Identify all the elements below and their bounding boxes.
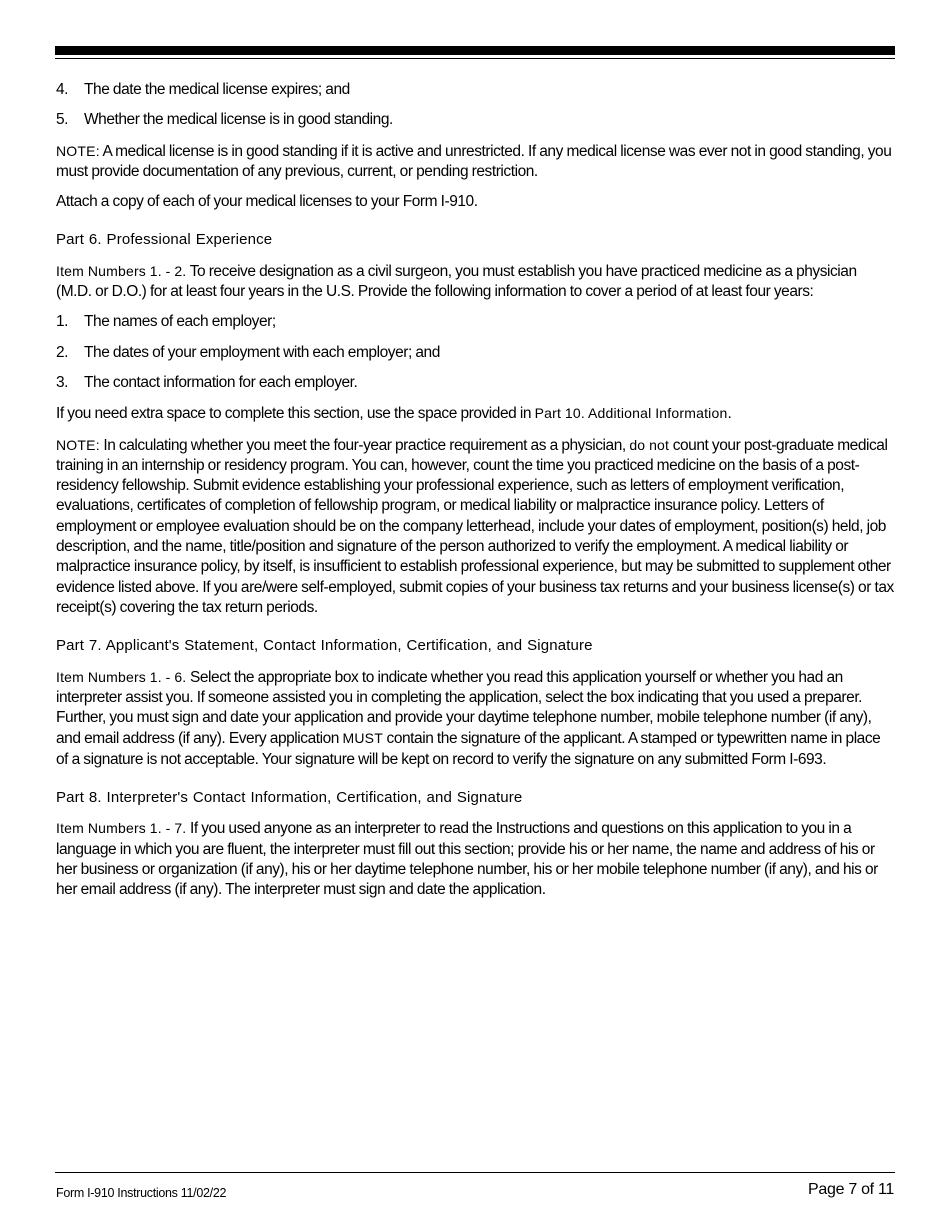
list-item: [56, 110, 894, 130]
list-item-number: 1.: [56, 313, 69, 331]
note-label: NOTE:: [56, 436, 100, 453]
note-label: NOTE:: [56, 142, 100, 159]
part8-body: If you used anyone as an interpreter to read the Instructions and questions on this application to you in a language in which you are fluent, the interpreter must fill out this section; provide his or her name, the name and address of his or her business or organization (if any), his or her daytime telephone number, his or her mobile telephone number (if any), and his or her email address (if any). The interpreter must sign and date the application.: [56, 820, 878, 899]
part7-text-start: Select the appropriate box to indicate whether you read this application yourself or whether you had an interpreter assist you. If someone assisted you in completing the application, select the box indicating that you used a preparer. Further, you must sign and date your application and provide your daytime telephone number, mobile telephone number (if any), and email address (if any). Every application: [56, 668, 872, 748]
list-item-number: 3.: [56, 373, 69, 391]
extra-space-instruction: [56, 403, 894, 424]
list-item: [56, 312, 894, 332]
list-item-number: 2.: [56, 343, 69, 361]
note-emphasis: do not: [629, 436, 670, 453]
must-emphasis: MUST: [342, 730, 383, 747]
list-item-text: Whether the medical license is in good standing.: [84, 111, 393, 129]
part6-intro: [56, 261, 894, 303]
item-numbers-label: Item Numbers 1. - 7.: [56, 820, 187, 837]
extra-space-text: If you need extra space to complete this section, use the space provided in: [56, 405, 532, 423]
note-text-start: In calculating whether you meet the four-year practice requirement as a physician,: [103, 436, 626, 454]
list-item-text: The names of each employer;: [84, 313, 276, 331]
item-numbers-label: Item Numbers 1. - 6.: [56, 668, 187, 685]
license-note: [56, 141, 894, 183]
part10-reference: Part 10. Additional Information: [534, 405, 728, 422]
experience-note: [56, 435, 894, 619]
part7-text: [56, 667, 894, 770]
form-identifier: Form I-910 Instructions 11/02/22: [56, 1186, 227, 1200]
part7-heading: Part 7. Applicant's Statement, Contact Information, Certification, and Signature: [56, 637, 593, 655]
list-item-number: 5.: [56, 111, 69, 129]
page-number: Page 7 of 11: [808, 1181, 894, 1198]
part8-text: [56, 818, 894, 900]
list-item: [56, 373, 894, 393]
list-item-text: The dates of your employment with each employer; and: [84, 343, 440, 361]
header-rule-thick: [55, 46, 895, 55]
note-text-rest: count your post-graduate medical training in an internship or residency program. You can, however, count the time you practiced medicine on the basis of a post-residency fellowship. Submit evidence establishing your professional experience, such as letters of employment verification, evaluations, certificates of completion of fellowship program, or medical liability or malpractice insurance policy. Letters of employment or employee evaluation should be on the company letterhead, include your dates of employment, position(s) held, job description, and the name, title/position and signature of the person authorized to verify the employment. A medical liability or malpractice insurance policy, by itself, is insufficient to establish professional experience, but may be submitted to supplement other evidence listed above. If you are/were self-employed, submit copies of your business tax returns and your business license(s) or tax receipt(s) covering the tax return periods.: [56, 436, 894, 616]
list-item-number: 4.: [56, 81, 69, 98]
header-rule-thin: [55, 58, 895, 59]
extra-space-end: .: [727, 405, 732, 423]
attach-instruction: Attach a copy of each of your medical licenses to your Form I-910.: [56, 193, 478, 211]
item-numbers-label: Item Numbers 1. - 2.: [56, 262, 187, 279]
list-item-text: The date the medical license expires; and: [84, 81, 350, 98]
list-item: [56, 343, 894, 363]
part7-text-rest: contain the signature of the applicant. A stamped or typewritten name in place of a signature is not acceptable. Your signature will be kept on record to verify the signature on any submitted Form I-693.: [56, 730, 881, 768]
part6-intro-text: To receive designation as a civil surgeon, you must establish you have practiced medicine as a physician (M.D. or D.O.) for at least four years in the U.S. Provide the following information to cover a period of at least four years:: [56, 262, 857, 301]
note-text: A medical license is in good standing if it is active and unrestricted. If any medical license was ever not in good standing, you must provide documentation of any previous, current, or pending restriction.: [56, 142, 892, 180]
page-content: [56, 80, 894, 911]
part8-heading: Part 8. Interpreter's Contact Information, Certification, and Signature: [56, 789, 523, 807]
part6-heading: Part 6. Professional Experience: [56, 231, 273, 249]
list-item-text: The contact information for each employer.: [84, 373, 358, 391]
list-item: [56, 80, 894, 100]
footer-rule: [55, 1172, 895, 1173]
